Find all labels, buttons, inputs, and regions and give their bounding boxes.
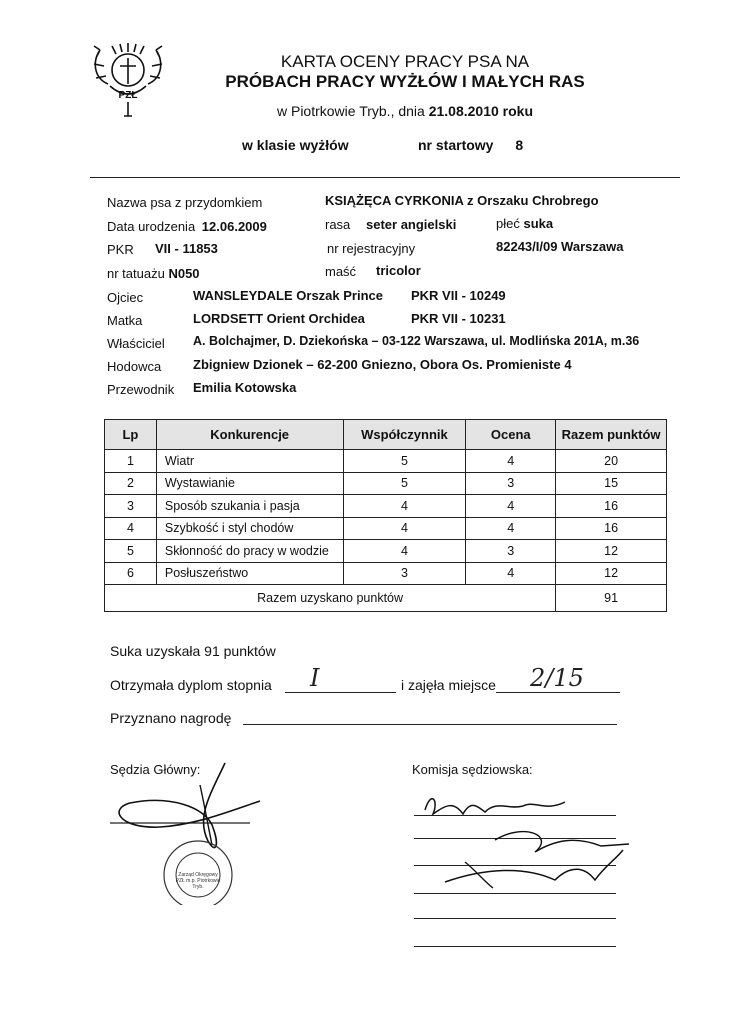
cell-coefficient: 3: [343, 562, 466, 585]
total-label: Razem uzyskano punktów: [105, 585, 556, 612]
place-date: [0, 103, 746, 119]
table-row: [105, 450, 667, 473]
cell-competition: Sposób szukania i pasja: [156, 495, 343, 518]
cell-grade: 3: [466, 540, 556, 563]
cell-lp: 3: [105, 495, 157, 518]
cell-competition: Posłuszeństwo: [156, 562, 343, 585]
cell-points: 16: [556, 517, 667, 540]
cell-competition: Wystawianie: [156, 472, 343, 495]
owner-value: A. Bolchajmer, D. Dziekońska – 03-122 Warszawa, ul. Modlińska 201A, m.36: [193, 334, 640, 348]
tattoo-label: nr tatuażu: [107, 266, 165, 281]
award-line: [243, 724, 617, 725]
sex-value: suka: [523, 216, 554, 231]
sex: [496, 216, 553, 231]
dog-name-label: Nazwa psa z przydomkiem: [107, 195, 263, 210]
cell-points: 12: [556, 540, 667, 563]
table-row: [105, 517, 667, 540]
table-row: [105, 495, 667, 518]
breeder-label: Hodowca: [107, 359, 162, 374]
cell-coefficient: 4: [343, 495, 466, 518]
sex-label: płeć: [496, 216, 520, 231]
pkr-label: PKR: [107, 242, 134, 257]
cell-points: 16: [556, 495, 667, 518]
cell-points: 12: [556, 562, 667, 585]
cell-grade: 4: [466, 495, 556, 518]
breed-value: seter angielski: [366, 217, 457, 232]
cell-lp: 6: [105, 562, 157, 585]
table-total-row: [105, 585, 667, 612]
logo-text: PZŁ: [118, 90, 138, 101]
cell-lp: 1: [105, 450, 157, 473]
cell-grade: 4: [466, 517, 556, 540]
place-value: 2/15: [530, 664, 584, 692]
table-header-row: [105, 420, 667, 450]
mother-label: Matka: [107, 313, 143, 328]
place-prefix: w Piotrkowie Tryb., dnia: [276, 103, 425, 119]
mother-pkr: PKR VII - 10231: [411, 311, 506, 326]
tattoo: [107, 266, 200, 281]
start-number-value: 8: [515, 137, 524, 153]
cell-competition: Wiatr: [156, 450, 343, 473]
color-label: maść: [325, 264, 357, 279]
cell-competition: Szybkość i styl chodów: [156, 517, 343, 540]
cell-coefficient: 4: [343, 540, 466, 563]
diploma-label: Otrzymała dyplom stopnia: [110, 677, 272, 693]
table-row: [105, 540, 667, 563]
handler-label: Przewodnik: [107, 382, 175, 397]
cell-points: 15: [556, 472, 667, 495]
place-label: i zajęła miejsce: [401, 677, 496, 693]
color-value: tricolor: [376, 263, 421, 278]
title-line-2: PRÓBACH PRACY WYŻŁÓW I MAŁYCH RAS: [225, 72, 585, 91]
cell-grade: 4: [466, 562, 556, 585]
reg-value: 82243/I/09 Warszawa: [496, 239, 624, 254]
col-grade: Ocena: [466, 420, 556, 450]
header-divider: [90, 177, 680, 178]
cell-lp: 5: [105, 540, 157, 563]
diploma-value: I: [310, 664, 320, 692]
table-row: [105, 562, 667, 585]
handler-value: Emilia Kotowska: [193, 380, 297, 395]
cell-coefficient: 5: [343, 450, 466, 473]
cell-coefficient: 4: [343, 517, 466, 540]
cell-grade: 3: [466, 472, 556, 495]
committee-signatures: [405, 770, 635, 910]
total-value: 91: [556, 585, 667, 612]
cell-competition: Skłonność do pracy w wodzie: [156, 540, 343, 563]
event-date: 21.08.2010 roku: [428, 103, 534, 119]
dog-name-value: KSIĄŻĘCA CYRKONIA z Orszaku Chrobrego: [325, 193, 599, 208]
stamp-text: Zarząd Okręgowy PZŁ m.p. Piotrkowie Tryb.: [175, 872, 221, 890]
diploma-line: [285, 692, 396, 693]
reg-label: nr rejestracyjny: [327, 241, 416, 256]
breed-label: rasa: [325, 217, 351, 232]
place-line: [496, 692, 620, 693]
cell-points: 20: [556, 450, 667, 473]
start-number-label: nr startowy: [418, 137, 494, 153]
pkr-value: VII - 11853: [155, 241, 218, 256]
tattoo-value: N050: [168, 266, 200, 281]
father-pkr: PKR VII - 10249: [411, 288, 506, 303]
class-label: w klasie wyżłów: [242, 137, 349, 153]
father-value: WANSLEYDALE Orszak Prince: [193, 288, 383, 303]
committee-line-6: [414, 946, 616, 947]
points-summary: Suka uzyskała 91 punktów: [110, 643, 276, 659]
mother-value: LORDSETT Orient Orchidea: [193, 311, 365, 326]
table-row: [105, 472, 667, 495]
owner-label: Właściciel: [107, 336, 165, 351]
breeder-value: Zbigniew Dzionek – 62-200 Gniezno, Obora Os. Promieniste 4: [193, 357, 572, 372]
cell-lp: 4: [105, 517, 157, 540]
birth-date: [107, 219, 267, 234]
cell-lp: 2: [105, 472, 157, 495]
chief-judge-label: Sędzia Główny:: [110, 762, 201, 777]
award-label: Przyznano nagrodę: [110, 710, 232, 726]
title-line-1: KARTA OCENY PRACY PSA NA: [280, 52, 530, 71]
father-label: Ojciec: [107, 290, 144, 305]
committee-label: Komisja sędziowska:: [412, 762, 533, 777]
col-points: Razem punktów: [556, 420, 667, 450]
score-table: [104, 419, 667, 612]
committee-line-5: [414, 918, 616, 919]
col-lp: Lp: [105, 420, 157, 450]
cell-grade: 4: [466, 450, 556, 473]
birth-value: 12.06.2009: [201, 219, 267, 234]
start-number: [418, 137, 523, 153]
col-competition: Konkurencje: [156, 420, 343, 450]
birth-label: Data urodzenia: [107, 219, 196, 234]
col-coefficient: Współczynnik: [343, 420, 466, 450]
cell-coefficient: 5: [343, 472, 466, 495]
